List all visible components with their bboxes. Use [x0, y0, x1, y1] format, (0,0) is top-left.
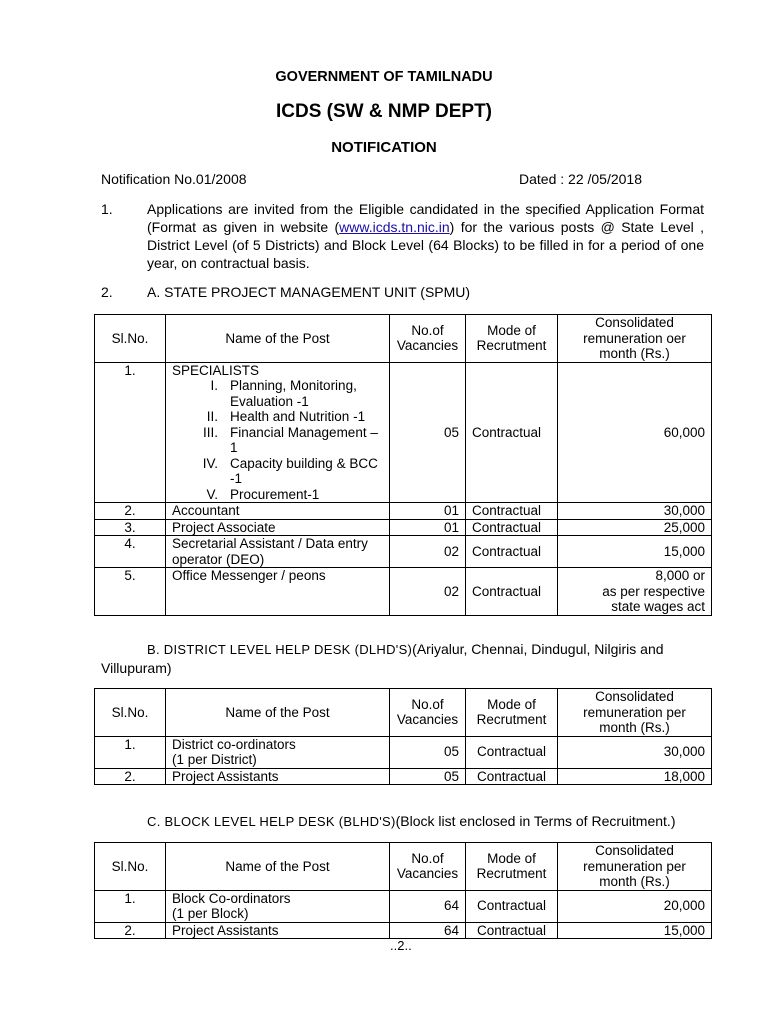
- section-c-heading: [101, 812, 706, 831]
- cell-post: [166, 362, 390, 503]
- cell-vacancies: 02: [390, 568, 466, 616]
- list-item: [172, 409, 383, 425]
- cell-post: [166, 736, 390, 768]
- table-row: [95, 362, 712, 503]
- cell-vacancies: 01: [390, 519, 466, 536]
- cell-mode: Contractual: [466, 362, 558, 503]
- cell-vacancies: 64: [390, 890, 466, 922]
- website-link[interactable]: www.icds.tn.nic.in: [339, 219, 450, 235]
- list-num: IV.: [202, 455, 218, 471]
- list-text: Procurement-1: [230, 486, 320, 502]
- list-item: [172, 378, 383, 409]
- col-header-slno: Sl.No.: [95, 843, 166, 891]
- cell-post: Project Assistants: [166, 922, 390, 939]
- col-header-remuneration: Consolidated remuneration per month (Rs.): [558, 843, 712, 891]
- col-header-remuneration: Consolidated remuneration per month (Rs.): [558, 689, 712, 737]
- col-header-mode: Mode of Recrutment: [466, 315, 558, 363]
- para1-text: [147, 200, 704, 272]
- cell-mode: Contractual: [466, 536, 558, 568]
- table-row: [95, 568, 712, 616]
- notification-date: Dated : 22 /05/2018: [519, 171, 642, 187]
- section-b-prefix: B. DISTRICT LEVEL HELP DESK (DLHD'S): [147, 642, 413, 657]
- col-header-mode: Mode of Recrutment: [466, 689, 558, 737]
- list-text: Health and Nutrition -1: [230, 409, 366, 424]
- cell-vacancies: 02: [390, 536, 466, 568]
- table-row: [95, 519, 712, 536]
- table-row: [95, 922, 712, 939]
- cell-post: Secretarial Assistant / Data entry operator (DEO): [166, 536, 390, 568]
- post-line: District co-ordinators: [172, 736, 296, 752]
- cell-vacancies: 05: [390, 768, 466, 785]
- cell-mode: Contractual: [466, 736, 558, 768]
- govt-heading: GOVERNMENT OF TAMILNADU: [275, 69, 493, 85]
- list-text: Capacity building & BCC -1: [230, 455, 378, 486]
- list-num: V.: [206, 486, 218, 502]
- col-header-post: Name of the Post: [166, 689, 390, 737]
- cell-mode: Contractual: [466, 519, 558, 536]
- post-line: Block Co-ordinators: [172, 890, 291, 906]
- section-c-prefix: C. BLOCK LEVEL HELP DESK (BLHD'S): [147, 814, 396, 829]
- cell-slno: 2.: [95, 503, 166, 520]
- remuneration-line: 8,000 or: [655, 568, 705, 583]
- section-a-heading: A. STATE PROJECT MANAGEMENT UNIT (SPMU): [147, 284, 471, 300]
- cell-remuneration: 30,000: [558, 503, 712, 520]
- cell-remuneration: 15,000: [558, 536, 712, 568]
- notification-number: Notification No.01/2008: [101, 171, 247, 187]
- cell-remuneration: 20,000: [558, 890, 712, 922]
- para1-text-before: Applications are invited from the Eligible candidated in the specified Application Format (Format as given in website (: [147, 201, 704, 235]
- page-marker: ..2..: [390, 938, 412, 953]
- table-header-row: [95, 843, 712, 891]
- cell-post: [166, 890, 390, 922]
- col-header-mode: Mode of Recrutment: [466, 843, 558, 891]
- notification-heading: NOTIFICATION: [331, 139, 437, 156]
- section-b-suffix: (Ariyalur, Chennai, Dindugul, Nilgiris and Villupuram): [101, 641, 664, 676]
- col-header-post: Name of the Post: [166, 315, 390, 363]
- col-header-slno: Sl.No.: [95, 315, 166, 363]
- cell-remuneration: [558, 568, 712, 616]
- cell-slno: 2.: [95, 768, 166, 785]
- cell-vacancies: 05: [390, 736, 466, 768]
- table-row: [95, 536, 712, 568]
- cell-vacancies: 01: [390, 503, 466, 520]
- post-line: (1 per Block): [172, 906, 249, 921]
- table-header-row: [95, 689, 712, 737]
- list-item: [172, 425, 383, 456]
- table-spmu: [94, 314, 712, 616]
- col-header-slno: Sl.No.: [95, 689, 166, 737]
- list-text: Planning, Monitoring, Evaluation -1: [230, 378, 357, 409]
- dept-heading: ICDS (SW & NMP DEPT): [275, 101, 493, 122]
- table-row: [95, 768, 712, 785]
- cell-slno: 1.: [95, 890, 166, 922]
- cell-mode: Contractual: [466, 568, 558, 616]
- list-item: [172, 456, 383, 487]
- para1-number: 1.: [101, 201, 113, 217]
- cell-slno: 2.: [95, 922, 166, 939]
- cell-mode: Contractual: [466, 768, 558, 785]
- cell-remuneration: 30,000: [558, 736, 712, 768]
- para1-text-after: ) for the various posts @ State Level , District Level (of 5 Districts) and Block Level (64 Blocks) to be filled in for a period of one year, on contractual basis.: [147, 219, 704, 271]
- cell-post: Accountant: [166, 503, 390, 520]
- col-header-vacancies: No.of Vacancies: [390, 315, 466, 363]
- cell-mode: Contractual: [466, 922, 558, 939]
- list-item: [172, 487, 383, 503]
- list-text: Financial Management – 1: [230, 424, 378, 455]
- table-row: [95, 736, 712, 768]
- specialists-list: [172, 378, 383, 502]
- cell-remuneration: 18,000: [558, 768, 712, 785]
- list-num: III.: [202, 424, 218, 440]
- cell-slno: 4.: [95, 536, 166, 568]
- specialists-title: SPECIALISTS: [172, 362, 260, 378]
- col-header-vacancies: No.of Vacancies: [390, 689, 466, 737]
- section-c-suffix: (Block list enclosed in Terms of Recruitment.): [395, 813, 676, 829]
- list-num: II.: [206, 409, 218, 424]
- cell-mode: Contractual: [466, 890, 558, 922]
- cell-slno: 1.: [95, 362, 166, 503]
- table-dlhd: [94, 688, 712, 785]
- cell-post: Project Assistants: [166, 768, 390, 785]
- remuneration-line: as per respective: [602, 583, 705, 599]
- cell-mode: Contractual: [466, 503, 558, 520]
- cell-remuneration: 25,000: [558, 519, 712, 536]
- cell-vacancies: 64: [390, 922, 466, 939]
- section-b-heading: [101, 640, 706, 677]
- cell-slno: 5.: [95, 568, 166, 616]
- cell-slno: 1.: [95, 736, 166, 768]
- col-header-vacancies: No.of Vacancies: [390, 843, 466, 891]
- cell-post: Office Messenger / peons: [166, 568, 390, 616]
- cell-remuneration: 15,000: [558, 922, 712, 939]
- col-header-post: Name of the Post: [166, 843, 390, 891]
- col-header-remuneration: Consolidated remuneration oer month (Rs.): [558, 315, 712, 363]
- para2-number: 2.: [101, 284, 113, 300]
- remuneration-line: state wages act: [611, 599, 705, 614]
- cell-post: Project Associate: [166, 519, 390, 536]
- cell-slno: 3.: [95, 519, 166, 536]
- table-row: [95, 890, 712, 922]
- cell-remuneration: 60,000: [558, 362, 712, 503]
- post-line: (1 per District): [172, 752, 257, 767]
- cell-vacancies: 05: [390, 362, 466, 503]
- list-num: I.: [210, 378, 218, 393]
- table-header-row: [95, 315, 712, 363]
- table-row: [95, 503, 712, 520]
- table-blhd: [94, 842, 712, 939]
